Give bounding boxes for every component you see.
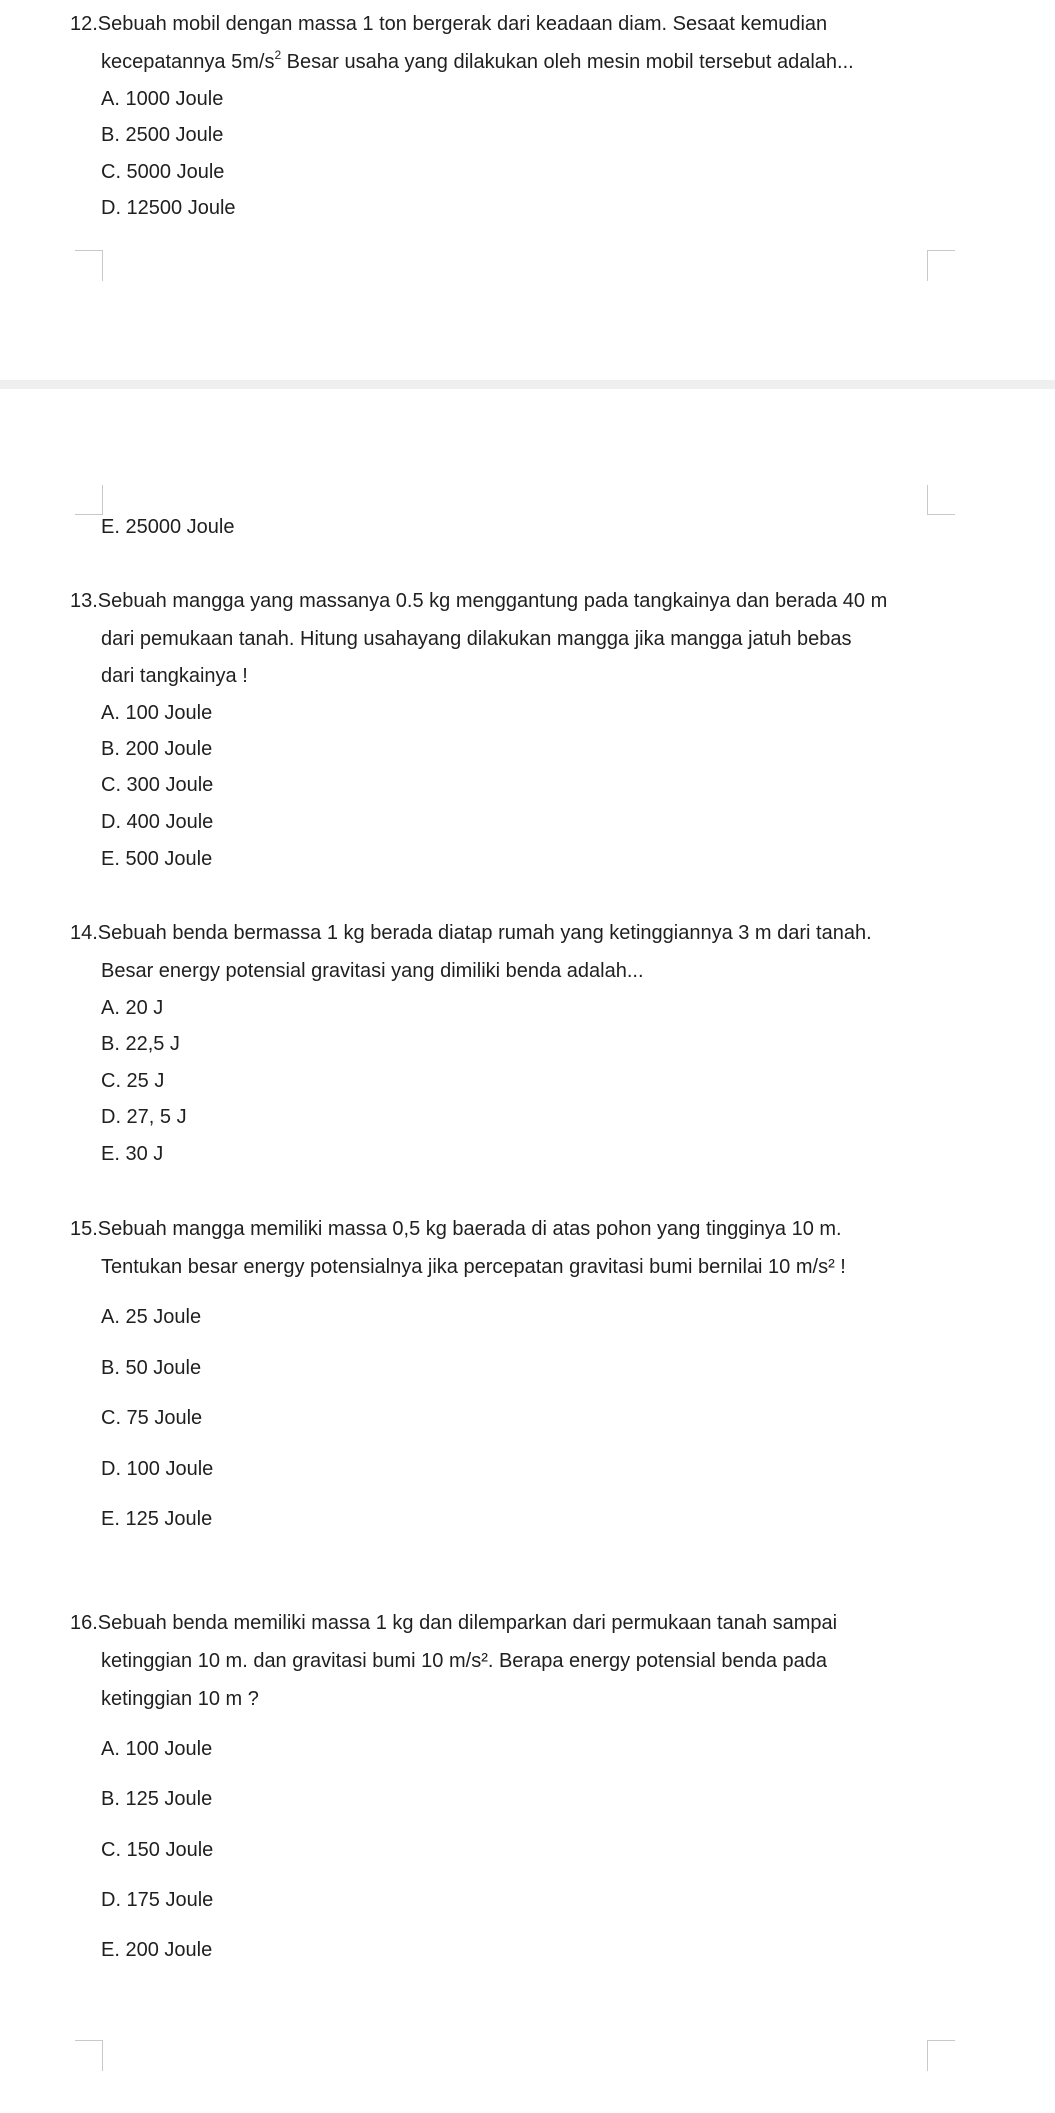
q13-option-d: D. 400 Joule <box>101 811 214 833</box>
q13-text-line2: dari pemukaan tanah. Hitung usahayang dilakukan mangga jika mangga jatuh bebas <box>101 628 852 650</box>
q12-text-line2-post: Besar usaha yang dilakukan oleh mesin mobil tersebut adalah... <box>281 51 854 73</box>
q16-text-line2: ketinggian 10 m. dan gravitasi bumi 10 m/s². Berapa energy potensial benda pada <box>101 1650 828 1672</box>
q14-text-line2: Besar energy potensial gravitasi yang dimiliki benda adalah... <box>101 960 644 982</box>
q12-option-e: E. 25000 Joule <box>101 516 235 538</box>
q16-option-d: D. 175 Joule <box>101 1889 214 1911</box>
q14-option-b: B. 22,5 J <box>101 1033 180 1055</box>
q12-superscript: 2 <box>274 48 282 62</box>
q12-option-a: A. 1000 Joule <box>101 88 224 110</box>
q15-option-c: C. 75 Joule <box>101 1407 203 1429</box>
q13-option-b: B. 200 Joule <box>101 738 213 760</box>
q16-option-b: B. 125 Joule <box>101 1788 213 1810</box>
q16-option-e: E. 200 Joule <box>101 1939 213 1961</box>
q12-option-d: D. 12500 Joule <box>101 197 236 219</box>
q16-text-line3: ketinggian 10 m ? <box>101 1688 259 1710</box>
crop-mark-lower-right <box>927 2040 955 2071</box>
q13-text-line3: dari tangkainya ! <box>101 665 248 687</box>
q12-text-line1: 12.Sebuah mobil dengan massa 1 ton bergerak dari keadaan diam. Sesaat kemudian <box>70 13 828 35</box>
q15-option-d: D. 100 Joule <box>101 1458 214 1480</box>
q14-option-d: D. 27, 5 J <box>101 1106 187 1128</box>
q15-text-line2: Tentukan besar energy potensialnya jika percepatan gravitasi bumi bernilai 10 m/s² ! <box>101 1256 846 1278</box>
crop-mark-bottom-right <box>927 485 955 515</box>
q15-option-b: B. 50 Joule <box>101 1357 202 1379</box>
q13-option-e: E. 500 Joule <box>101 848 213 870</box>
q14-option-a: A. 20 J <box>101 997 164 1019</box>
crop-mark-lower-left <box>75 2040 103 2071</box>
q16-option-c: C. 150 Joule <box>101 1839 214 1861</box>
q15-option-e: E. 125 Joule <box>101 1508 213 1530</box>
q15-text-line1: 15.Sebuah mangga memiliki massa 0,5 kg baerada di atas pohon yang tingginya 10 m. <box>70 1218 842 1240</box>
q15-option-a: A. 25 Joule <box>101 1306 202 1328</box>
q13-option-c: C. 300 Joule <box>101 774 214 796</box>
crop-mark-bottom-left <box>75 485 103 515</box>
q16-text-line1: 16.Sebuah benda memiliki massa 1 kg dan dilemparkan dari permukaan tanah sampai <box>70 1612 838 1634</box>
q12-option-c: C. 5000 Joule <box>101 161 225 183</box>
q14-text-line1: 14.Sebuah benda bermassa 1 kg berada diatap rumah yang ketinggiannya 3 m dari tanah. <box>70 922 872 944</box>
q14-option-e: E. 30 J <box>101 1143 164 1165</box>
q14-option-c: C. 25 J <box>101 1070 165 1092</box>
q12-text-line2 <box>101 49 854 75</box>
q13-text-line1: 13.Sebuah mangga yang massanya 0.5 kg menggantung pada tangkainya dan berada 40 m <box>70 590 888 612</box>
q12-option-b: B. 2500 Joule <box>101 124 224 146</box>
q13-option-a: A. 100 Joule <box>101 702 213 724</box>
crop-mark-top-right <box>927 250 955 281</box>
q16-option-a: A. 100 Joule <box>101 1738 213 1760</box>
crop-mark-top-left <box>75 250 103 281</box>
page-separator <box>0 380 1055 389</box>
q12-text-line2-pre: kecepatannya 5m/s <box>101 51 275 73</box>
